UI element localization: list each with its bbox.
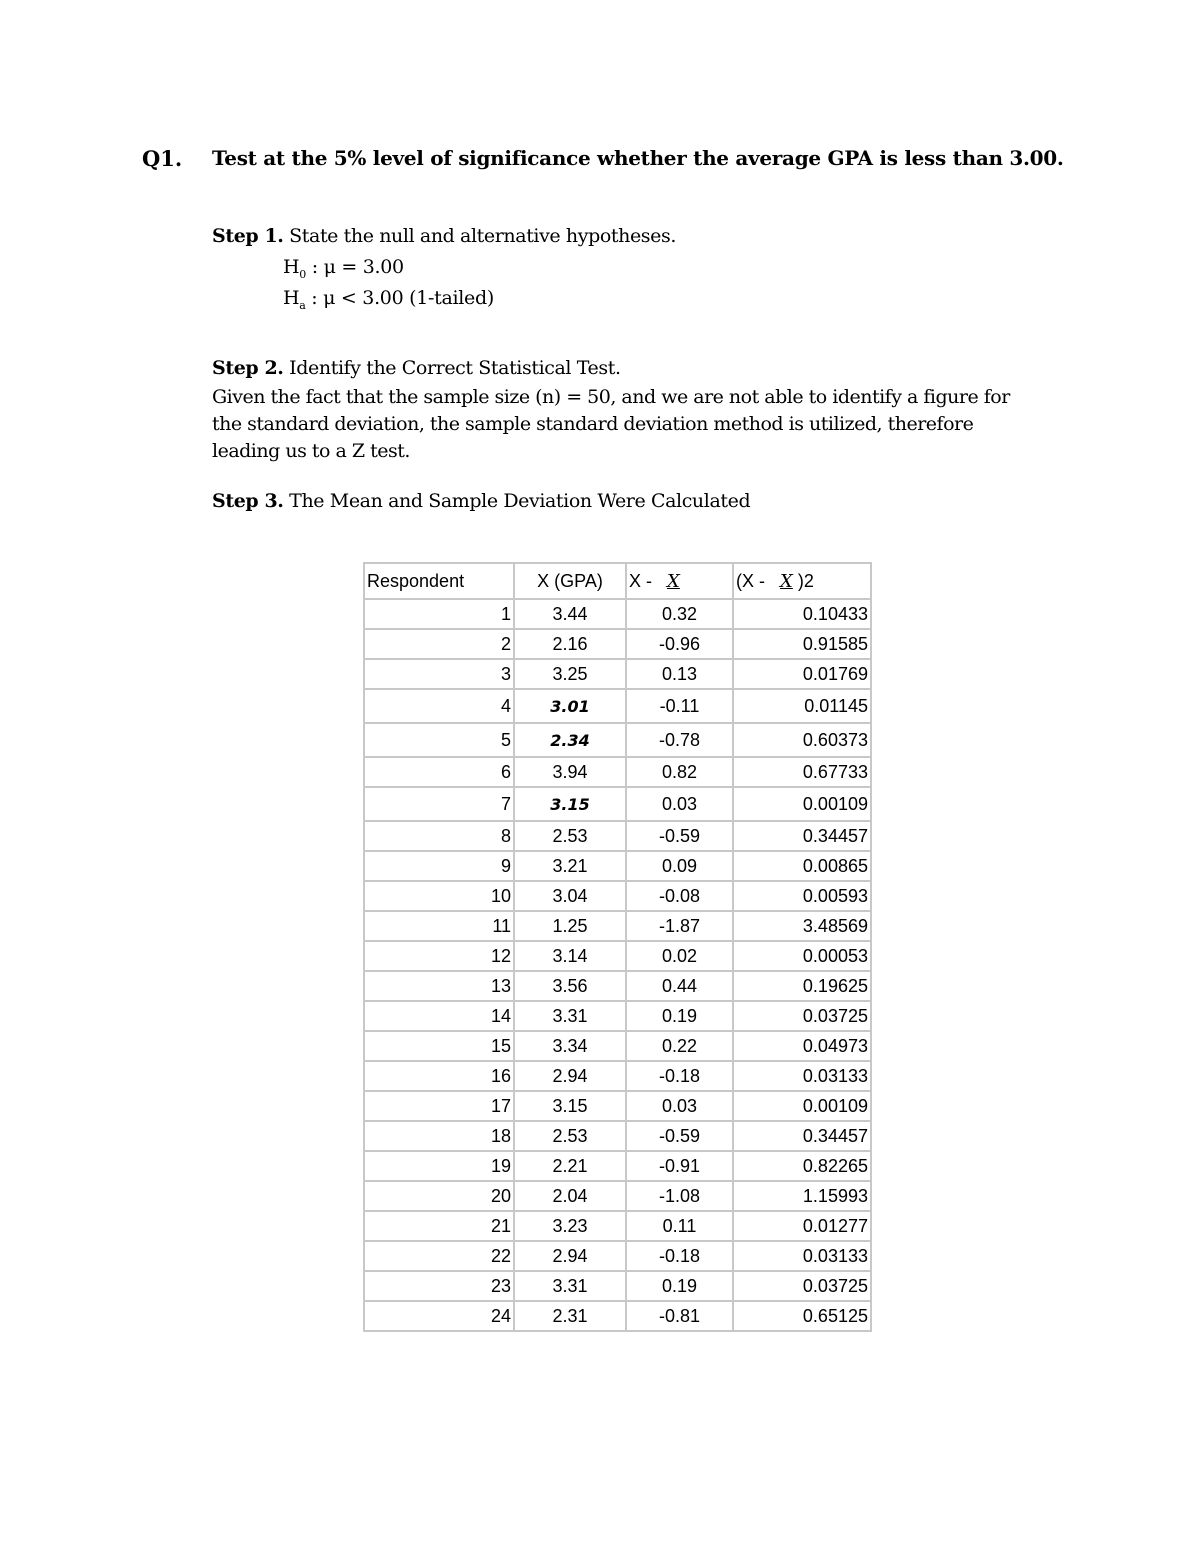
cell-gpa: 2.94	[514, 1241, 626, 1271]
table-row	[364, 1271, 871, 1301]
table-row	[364, 1151, 871, 1181]
cell-gpa: 3.34	[514, 1031, 626, 1061]
cell-deviation: -0.59	[626, 821, 733, 851]
cell-deviation: 0.32	[626, 599, 733, 629]
table-row	[364, 1061, 871, 1091]
alternative-hypothesis	[283, 287, 494, 312]
cell-deviation: -1.08	[626, 1181, 733, 1211]
header-deviation	[626, 563, 733, 599]
cell-squared-deviation: 0.00593	[733, 881, 871, 911]
h0-text: : μ = 3.00	[305, 256, 404, 278]
cell-respondent: 12	[364, 941, 514, 971]
header-dev-prefix: X -	[629, 570, 658, 591]
cell-squared-deviation: 1.15993	[733, 1181, 871, 1211]
cell-squared-deviation: 0.00865	[733, 851, 871, 881]
cell-deviation: -0.78	[626, 723, 733, 757]
step3-text: The Mean and Sample Deviation Were Calculated	[289, 490, 751, 512]
header-xbar: X	[667, 570, 680, 592]
cell-squared-deviation: 0.60373	[733, 723, 871, 757]
table-row	[364, 787, 871, 821]
cell-deviation: 0.03	[626, 1091, 733, 1121]
cell-squared-deviation: 0.91585	[733, 629, 871, 659]
cell-deviation: 0.44	[626, 971, 733, 1001]
cell-deviation: -0.11	[626, 689, 733, 723]
question-text: Test at the 5% level of significance whether the average GPA is less than 3.00.	[212, 146, 1064, 170]
gpa-table	[363, 562, 872, 1332]
cell-deviation: 0.22	[626, 1031, 733, 1061]
cell-respondent: 14	[364, 1001, 514, 1031]
cell-squared-deviation: 0.34457	[733, 1121, 871, 1151]
header-sq-xbar: X	[780, 570, 793, 592]
cell-squared-deviation: 0.10433	[733, 599, 871, 629]
cell-respondent: 17	[364, 1091, 514, 1121]
table-row	[364, 757, 871, 787]
cell-deviation: 0.19	[626, 1271, 733, 1301]
cell-respondent: 9	[364, 851, 514, 881]
cell-squared-deviation: 0.03725	[733, 1001, 871, 1031]
cell-respondent: 8	[364, 821, 514, 851]
cell-gpa	[514, 689, 626, 723]
cell-squared-deviation: 0.67733	[733, 757, 871, 787]
cell-squared-deviation: 0.19625	[733, 971, 871, 1001]
step2-label: Step 2.	[212, 357, 284, 379]
cell-squared-deviation: 0.03133	[733, 1241, 871, 1271]
cell-respondent: 20	[364, 1181, 514, 1211]
h0-symbol: H	[283, 256, 300, 278]
cell-gpa: 3.23	[514, 1211, 626, 1241]
cell-gpa-value: 3.15	[550, 794, 590, 814]
header-sq-prefix: (X -	[736, 570, 770, 591]
cell-respondent: 6	[364, 757, 514, 787]
cell-squared-deviation: 0.03133	[733, 1061, 871, 1091]
cell-gpa: 3.44	[514, 599, 626, 629]
table-row	[364, 1181, 871, 1211]
cell-gpa-value: 3.01	[550, 696, 590, 716]
cell-gpa: 2.31	[514, 1301, 626, 1331]
cell-respondent: 13	[364, 971, 514, 1001]
cell-respondent: 1	[364, 599, 514, 629]
table-row	[364, 1301, 871, 1331]
cell-deviation: -0.18	[626, 1061, 733, 1091]
cell-gpa: 3.56	[514, 971, 626, 1001]
cell-squared-deviation: 0.01769	[733, 659, 871, 689]
cell-deviation: -0.18	[626, 1241, 733, 1271]
header-respondent: Respondent	[364, 563, 514, 599]
cell-squared-deviation: 0.00109	[733, 787, 871, 821]
header-squared	[733, 563, 871, 599]
step2-line	[212, 357, 621, 379]
step1-line	[212, 225, 676, 247]
cell-gpa: 1.25	[514, 911, 626, 941]
cell-gpa: 3.15	[514, 1091, 626, 1121]
cell-deviation: -0.81	[626, 1301, 733, 1331]
cell-respondent: 16	[364, 1061, 514, 1091]
cell-squared-deviation: 0.00053	[733, 941, 871, 971]
question-number: Q1.	[142, 146, 183, 171]
cell-deviation: 0.02	[626, 941, 733, 971]
cell-respondent: 11	[364, 911, 514, 941]
cell-respondent: 15	[364, 1031, 514, 1061]
cell-gpa	[514, 787, 626, 821]
cell-respondent: 19	[364, 1151, 514, 1181]
h0-subscript: 0	[299, 267, 306, 281]
cell-deviation: 0.13	[626, 659, 733, 689]
cell-squared-deviation: 0.01145	[733, 689, 871, 723]
table-row	[364, 1211, 871, 1241]
step2-paragraph: Given the fact that the sample size (n) = 50, and we are not able to identify a figure for the standard deviation, the sample standard deviation method is utilized, therefore leading us to a Z test.	[212, 386, 1010, 462]
cell-respondent: 4	[364, 689, 514, 723]
cell-squared-deviation: 0.65125	[733, 1301, 871, 1331]
cell-respondent: 7	[364, 787, 514, 821]
ha-subscript: a	[299, 298, 306, 312]
cell-respondent: 10	[364, 881, 514, 911]
ha-text: : μ < 3.00 (1-tailed)	[305, 287, 494, 309]
cell-deviation: -0.59	[626, 1121, 733, 1151]
step1-text: State the null and alternative hypotheses.	[289, 225, 676, 247]
table-row	[364, 1001, 871, 1031]
header-x: X (GPA)	[514, 563, 626, 599]
cell-gpa: 2.21	[514, 1151, 626, 1181]
table-row	[364, 821, 871, 851]
cell-squared-deviation: 0.01277	[733, 1211, 871, 1241]
cell-deviation: 0.11	[626, 1211, 733, 1241]
cell-gpa-value: 2.34	[550, 730, 590, 750]
table-row	[364, 1241, 871, 1271]
step2-text: Identify the Correct Statistical Test.	[289, 357, 621, 379]
table-row	[364, 1031, 871, 1061]
table-row	[364, 851, 871, 881]
cell-gpa	[514, 723, 626, 757]
cell-squared-deviation: 0.03725	[733, 1271, 871, 1301]
cell-gpa: 3.21	[514, 851, 626, 881]
cell-deviation: 0.82	[626, 757, 733, 787]
null-hypothesis	[283, 256, 404, 281]
cell-deviation: 0.03	[626, 787, 733, 821]
table-row	[364, 689, 871, 723]
cell-deviation: -1.87	[626, 911, 733, 941]
step3-label: Step 3.	[212, 490, 284, 512]
cell-respondent: 21	[364, 1211, 514, 1241]
cell-squared-deviation: 0.82265	[733, 1151, 871, 1181]
cell-squared-deviation: 0.04973	[733, 1031, 871, 1061]
cell-gpa: 3.31	[514, 1001, 626, 1031]
cell-respondent: 22	[364, 1241, 514, 1271]
cell-deviation: -0.96	[626, 629, 733, 659]
table-row	[364, 659, 871, 689]
header-sq-suffix: )2	[792, 570, 814, 591]
cell-squared-deviation: 0.00109	[733, 1091, 871, 1121]
cell-deviation: 0.19	[626, 1001, 733, 1031]
table-row	[364, 1121, 871, 1151]
table-row	[364, 599, 871, 629]
table-row	[364, 723, 871, 757]
cell-deviation: -0.91	[626, 1151, 733, 1181]
cell-respondent: 5	[364, 723, 514, 757]
table-row	[364, 911, 871, 941]
cell-gpa: 3.04	[514, 881, 626, 911]
cell-squared-deviation: 3.48569	[733, 911, 871, 941]
table-row	[364, 941, 871, 971]
table-header-row	[364, 563, 871, 599]
cell-respondent: 24	[364, 1301, 514, 1331]
cell-respondent: 3	[364, 659, 514, 689]
cell-respondent: 2	[364, 629, 514, 659]
step1-label: Step 1.	[212, 225, 284, 247]
cell-squared-deviation: 0.34457	[733, 821, 871, 851]
table-row	[364, 629, 871, 659]
cell-respondent: 23	[364, 1271, 514, 1301]
cell-deviation: 0.09	[626, 851, 733, 881]
cell-gpa: 3.31	[514, 1271, 626, 1301]
cell-gpa: 3.14	[514, 941, 626, 971]
cell-gpa: 2.94	[514, 1061, 626, 1091]
cell-respondent: 18	[364, 1121, 514, 1151]
cell-gpa: 2.16	[514, 629, 626, 659]
cell-deviation: -0.08	[626, 881, 733, 911]
cell-gpa: 2.04	[514, 1181, 626, 1211]
cell-gpa: 2.53	[514, 821, 626, 851]
cell-gpa: 3.94	[514, 757, 626, 787]
table-row	[364, 971, 871, 1001]
cell-gpa: 2.53	[514, 1121, 626, 1151]
cell-gpa: 3.25	[514, 659, 626, 689]
step3-line	[212, 490, 750, 512]
ha-symbol: H	[283, 287, 300, 309]
table-row	[364, 1091, 871, 1121]
table-row	[364, 881, 871, 911]
